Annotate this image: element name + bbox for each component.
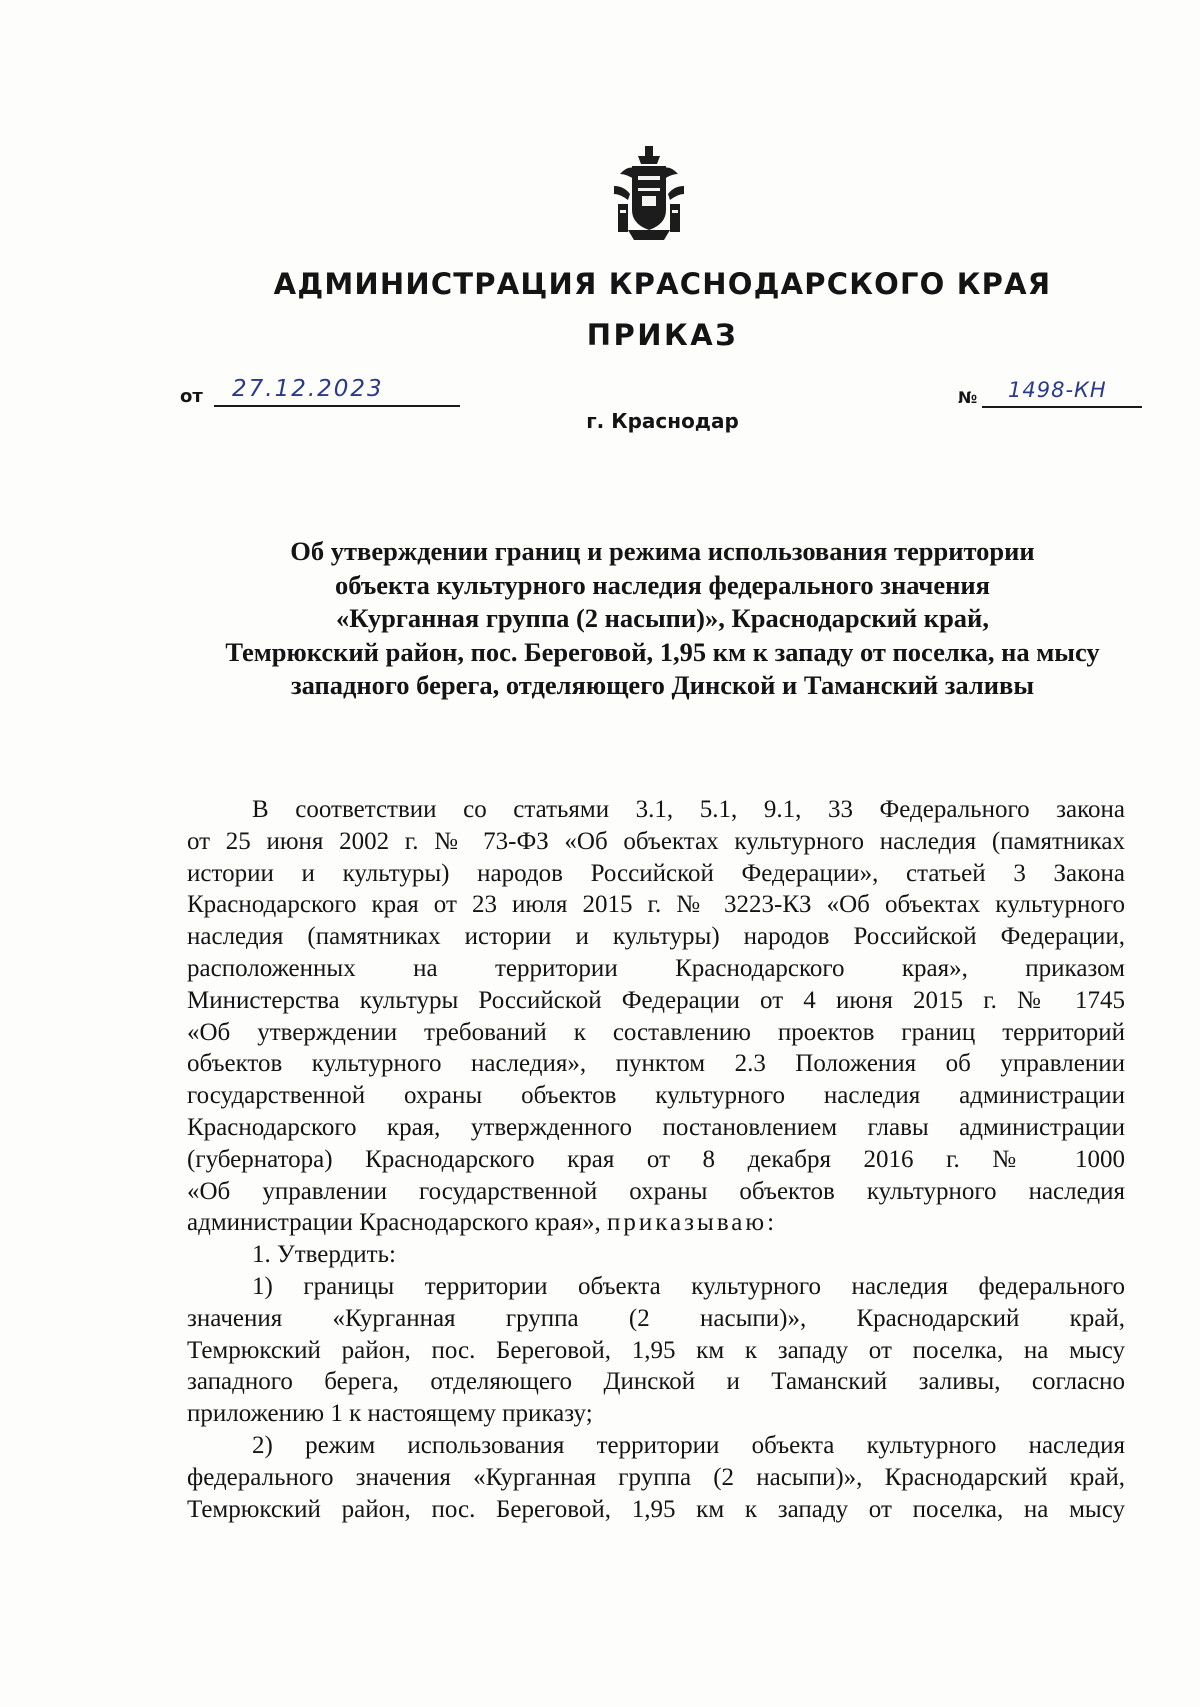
body-line: «Об утверждении требований к составлению проектов границ территорий <box>187 1018 1125 1046</box>
subject-line: Темрюкский район, пос. Береговой, 1,95 км к западу от поселка, на мысу <box>225 636 1100 667</box>
body-line: Темрюкский район, пос. Береговой, 1,95 км к западу от поселка, на мысу <box>187 1495 1125 1523</box>
subject-line: объекта культурного наследия федерального значения <box>335 569 990 600</box>
body-line: наследия (памятниках истории и культуры) народов Российской Федерации, <box>187 923 1125 951</box>
body-line: 2) режим использования территории объекта культурного наследия <box>252 1431 1125 1459</box>
number-underline <box>982 406 1142 408</box>
body-line: от 25 июня 2002 г. № 73-ФЗ «Об объектах культурного наследия (памятниках <box>187 827 1125 855</box>
document-type: ПРИКАЗ <box>586 318 739 352</box>
subject-line: западного берега, отделяющего Динской и Таманский заливы <box>290 670 1035 700</box>
item-heading: 1. Утвердить: <box>252 1241 396 1269</box>
agency-name: АДМИНИСТРАЦИЯ КРАСНОДАРСКОГО КРАЯ <box>273 267 1052 301</box>
body-line-text: администрации Краснодарского края», <box>187 1209 601 1237</box>
city: г. Краснодар <box>586 409 739 433</box>
body-line: значения «Курганная группа (2 насыпи)», Краснодарский край, <box>187 1304 1125 1332</box>
handwritten-number: 1498-КН <box>1008 378 1107 402</box>
body-line: Краснодарского края, утвержденного постановлением главы администрации <box>187 1113 1125 1141</box>
body-line: истории и культуры) народов Российской Федерации», статьей 3 Закона <box>187 859 1125 887</box>
body-line: приложению 1 к настоящему приказу; <box>187 1400 593 1428</box>
body-line: В соответствии со статьями 3.1, 5.1, 9.1, 33 Федерального закона <box>252 796 1125 823</box>
date-underline <box>214 405 460 407</box>
body-line: Темрюкский район, пос. Береговой, 1,95 км к западу от поселка, на мысу <box>187 1336 1125 1364</box>
subject-line: Об утверждении границ и режима использования территории <box>290 536 1035 566</box>
subject-line: «Курганная группа (2 насыпи)», Краснодарский край, <box>336 603 989 633</box>
body-line: Министерства культуры Российской Федерации от 4 июня 2015 г. № 1745 <box>187 986 1125 1014</box>
body-line: Краснодарского края от 23 июля 2015 г. № 3223-КЗ «Об объектах культурного <box>187 891 1125 919</box>
body-line: (губернатора) Краснодарского края от 8 декабря 2016 г. № 1000 <box>187 1145 1125 1173</box>
order-word: приказываю: <box>607 1209 778 1237</box>
body-line: западного берега, отделяющего Динской и Таманский заливы, согласно <box>187 1368 1125 1396</box>
body-line: «Об управлении государственной охраны объектов культурного наследия <box>187 1177 1125 1205</box>
handwritten-date: 27.12.2023 <box>232 376 384 402</box>
number-label: № <box>958 388 978 407</box>
body-line: 1) границы территории объекта культурного наследия федерального <box>252 1272 1125 1300</box>
body-line: расположенных на территории Краснодарского края», приказом <box>187 954 1125 982</box>
body-line: объектов культурного наследия», пунктом 2.3 Положения об управлении <box>187 1050 1125 1078</box>
body-line <box>187 1207 1125 1239</box>
document-subject <box>160 535 1165 703</box>
body-line: государственной охраны объектов культурного наследия администрации <box>187 1082 1125 1110</box>
document-body <box>187 794 1125 1525</box>
coat-of-arms-icon <box>612 144 686 246</box>
body-line: федерального значения «Курганная группа (2 насыпи)», Краснодарский край, <box>187 1463 1125 1491</box>
date-label: от <box>180 386 203 407</box>
